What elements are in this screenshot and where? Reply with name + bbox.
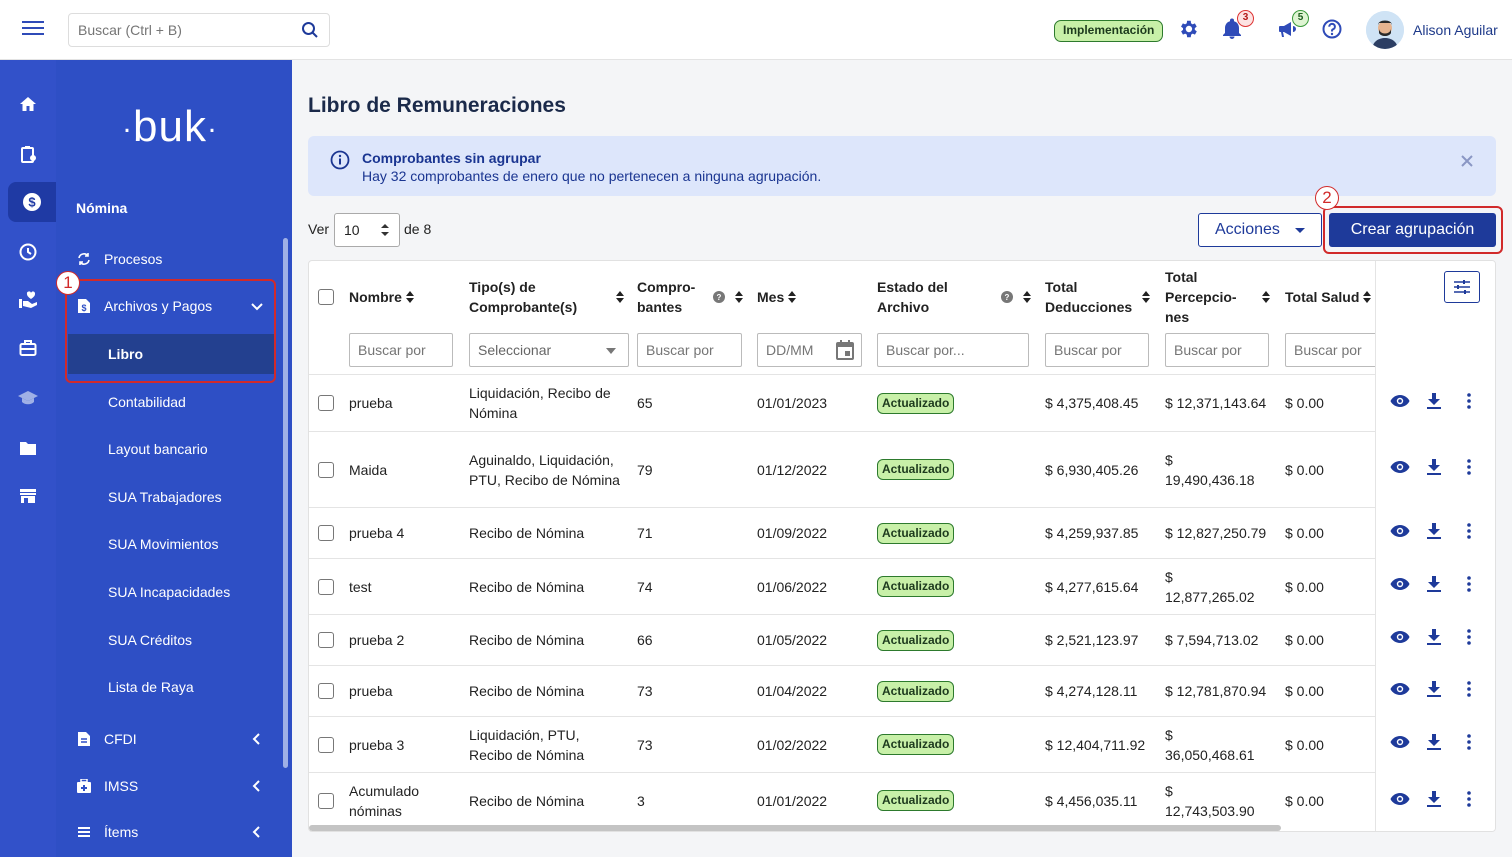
row-checkbox[interactable]: [318, 525, 334, 541]
cell-percepciones: $ 12,371,143.64: [1165, 395, 1267, 411]
cell-deducciones: $ 4,259,937.85: [1045, 525, 1139, 541]
table-row[interactable]: [309, 614, 1496, 665]
list-icon: [76, 824, 92, 840]
cell-deducciones: $ 4,375,408.45: [1045, 395, 1139, 411]
payroll-dollar-icon[interactable]: [8, 182, 56, 222]
sidebar-item-sua-trabajadores[interactable]: [56, 477, 292, 517]
header-estado[interactable]: [877, 261, 1031, 333]
view-eye-icon[interactable]: [1389, 456, 1411, 478]
page-count-label: de 8: [404, 221, 432, 237]
filter-estado[interactable]: [877, 333, 1029, 367]
download-icon[interactable]: [1423, 520, 1445, 542]
cell-salud: $ 0.00: [1285, 578, 1324, 595]
cell-mes: 01/09/2022: [757, 525, 828, 541]
header-nombre[interactable]: [349, 261, 459, 333]
status-badge: Actualizado: [877, 630, 954, 651]
svg-text:?: ?: [716, 293, 722, 302]
cell-tipo: Recibo de Nómina: [469, 683, 585, 699]
svg-text:$: $: [28, 194, 36, 210]
people-heart-icon[interactable]: [8, 280, 48, 320]
notifications-bell-icon[interactable]: [1222, 12, 1249, 42]
sort-icon[interactable]: [1363, 290, 1371, 304]
cell-salud: $ 0.00: [1285, 461, 1324, 478]
sidebar-item-sua-movimientos[interactable]: [56, 524, 292, 564]
cell-tipo: Liquidación, Recibo de Nómina: [469, 385, 611, 421]
cell-comprobantes: 66: [637, 632, 653, 648]
annotation-number-2: 2: [1315, 186, 1339, 210]
sort-icon[interactable]: [788, 290, 796, 304]
filter-deducciones-input[interactable]: [1054, 342, 1148, 358]
annotation-box-1: [65, 279, 276, 383]
cell-nombre: prueba 4: [349, 525, 405, 541]
filter-tipo-select[interactable]: [469, 333, 629, 367]
sidebar-item-cfdi[interactable]: [56, 719, 292, 759]
sidebar-scrollbar[interactable]: [283, 238, 288, 768]
svg-text:?: ?: [1004, 293, 1010, 302]
header-deducciones[interactable]: [1045, 261, 1150, 333]
cell-estado: [877, 666, 954, 716]
cell-salud: $ 0.00: [1285, 792, 1324, 809]
view-eye-icon[interactable]: [1389, 626, 1411, 648]
more-options-icon[interactable]: [1458, 788, 1480, 810]
filter-salud-input[interactable]: [1294, 342, 1376, 358]
sidebar-item-label: SUA Incapacidades: [108, 584, 231, 600]
cell-comprobantes: 73: [637, 683, 653, 699]
cell-percepciones: $ 12,781,870.94: [1165, 683, 1267, 699]
sort-icon[interactable]: [1142, 290, 1150, 304]
sidebar-item-label: SUA Movimientos: [108, 536, 219, 552]
folder-icon[interactable]: [8, 428, 48, 468]
cell-salud: $ 0.00: [1285, 683, 1324, 699]
cell-mes: 01/02/2022: [757, 736, 828, 753]
chevron-left-icon[interactable]: [250, 825, 264, 839]
table-row[interactable]: [309, 558, 1496, 614]
filter-salud[interactable]: [1285, 333, 1377, 367]
help-small-icon[interactable]: [1001, 291, 1013, 303]
sidebar-item-imss[interactable]: [56, 766, 292, 806]
sidebar-panel: [56, 60, 292, 857]
download-icon[interactable]: [1423, 626, 1445, 648]
sidebar-item-label: SUA Créditos: [108, 632, 193, 648]
crear-agrupacion-button[interactable]: Crear agrupación: [1329, 213, 1496, 247]
cell-estado: [877, 432, 954, 507]
status-badge: Actualizado: [877, 576, 954, 597]
status-badge: Actualizado: [877, 393, 954, 414]
filter-percepciones[interactable]: [1165, 333, 1269, 367]
annotation-number-1: 1: [56, 271, 80, 295]
header-label: Total Percepcio-nes: [1165, 269, 1237, 325]
view-eye-icon[interactable]: [1389, 678, 1411, 700]
info-alert: [308, 136, 1496, 196]
sidebar-item-label: Libro: [108, 346, 143, 362]
search-box[interactable]: [68, 13, 330, 47]
briefcase-icon[interactable]: [8, 328, 48, 368]
header-comprobantes[interactable]: [637, 261, 743, 333]
cell-tipo: Recibo de Nómina: [469, 792, 585, 809]
more-options-icon[interactable]: [1458, 626, 1480, 648]
alert-message: Hay 32 comprobantes de enero que no pertenecen a ninguna agrupación.: [362, 168, 822, 184]
cell-percepciones: $ 36,050,468.61: [1165, 726, 1255, 763]
messages-count-badge: 5: [1292, 10, 1309, 27]
cell-salud: $ 0.00: [1285, 395, 1324, 411]
caret-down-icon: [1295, 228, 1305, 233]
cell-percepciones: $ 12,743,503.90: [1165, 782, 1255, 819]
document-icon: [76, 731, 92, 747]
megaphone-icon[interactable]: [1277, 12, 1304, 42]
status-badge: Actualizado: [877, 459, 954, 480]
sort-icon[interactable]: [406, 290, 414, 304]
more-options-icon[interactable]: [1458, 573, 1480, 595]
download-icon[interactable]: [1423, 678, 1445, 700]
select-all-checkbox[interactable]: [318, 289, 334, 305]
cell-percepciones: $ 12,877,265.02: [1165, 568, 1255, 605]
remuneraciones-table: [308, 260, 1496, 832]
cell-estado: [877, 773, 954, 828]
cell-nombre: Acumulado nóminas: [349, 782, 420, 819]
header-label: Total Deducciones: [1045, 279, 1133, 315]
header-tipo[interactable]: [469, 261, 624, 333]
top-bar: [0, 0, 1512, 60]
filter-deducciones[interactable]: [1045, 333, 1149, 367]
table-row[interactable]: [309, 716, 1496, 772]
download-icon[interactable]: [1423, 731, 1445, 753]
table-row[interactable]: [309, 772, 1496, 828]
header-label: Total Salud: [1285, 289, 1360, 305]
cell-salud: $ 0.00: [1285, 525, 1324, 541]
cell-mes: 01/04/2022: [757, 683, 828, 699]
sort-icon[interactable]: [735, 290, 743, 304]
status-badge: Actualizado: [877, 790, 954, 811]
cell-mes: 01/01/2022: [757, 792, 828, 809]
cell-estado: [877, 717, 954, 772]
sidebar-item-layout-bancario[interactable]: [56, 429, 292, 469]
sidebar-item-label: SUA Trabajadores: [108, 489, 222, 505]
cell-nombre: prueba: [349, 683, 393, 699]
cell-comprobantes: 3: [637, 792, 645, 809]
buk-logo[interactable]: ·buk·: [122, 102, 218, 151]
header-percepciones[interactable]: [1165, 261, 1270, 333]
medical-case-icon: [76, 778, 92, 794]
cell-tipo: Liquidación, PTU, Recibo de Nómina: [469, 726, 585, 763]
filter-mes[interactable]: [757, 333, 862, 367]
cell-deducciones: $ 4,274,128.11: [1045, 683, 1138, 699]
page-size-label: Ver: [308, 221, 330, 237]
table-row[interactable]: [309, 374, 1496, 431]
cell-tipo: Recibo de Nómina: [469, 632, 585, 648]
cell-nombre: prueba: [349, 395, 393, 411]
sidebar-item-lista-de-raya[interactable]: [56, 667, 292, 707]
cell-comprobantes: 79: [637, 461, 653, 478]
more-options-icon[interactable]: [1458, 390, 1480, 412]
row-checkbox[interactable]: [318, 683, 334, 699]
row-checkbox[interactable]: [318, 395, 334, 411]
page-title: Libro de Remuneraciones: [308, 94, 566, 117]
cell-deducciones: $ 6,930,405.26: [1045, 461, 1139, 478]
sidebar-item-label: Procesos: [104, 251, 163, 267]
status-badge: Actualizado: [877, 734, 954, 755]
filter-tipo-value: Seleccionar: [478, 342, 552, 358]
filter-comprobantes-input[interactable]: [646, 342, 741, 358]
cell-comprobantes: 65: [637, 395, 653, 411]
cell-comprobantes: 73: [637, 736, 653, 753]
cell-mes: 01/05/2022: [757, 632, 828, 648]
header-label: Estado del Archivo: [877, 279, 948, 315]
more-options-icon[interactable]: [1458, 456, 1480, 478]
sidebar-item-label: Contabilidad: [108, 394, 186, 410]
filter-nombre-input[interactable]: [358, 342, 452, 358]
more-options-icon[interactable]: [1458, 520, 1480, 542]
view-eye-icon[interactable]: [1389, 788, 1411, 810]
table-row[interactable]: [309, 665, 1496, 716]
calendar-icon[interactable]: [836, 340, 854, 360]
acciones-dropdown-button[interactable]: [1198, 213, 1322, 247]
close-icon[interactable]: [1460, 154, 1474, 168]
cell-tipo: Aguinaldo, Liquidación, PTU, Recibo de Nómina: [469, 451, 620, 488]
row-checkbox[interactable]: [318, 462, 334, 478]
sort-icon[interactable]: [616, 290, 624, 304]
cell-nombre: Maida: [349, 461, 388, 478]
cell-deducciones: $ 4,456,035.11: [1045, 792, 1138, 809]
download-icon[interactable]: [1423, 573, 1445, 595]
acciones-label: Acciones: [1215, 221, 1280, 238]
user-avatar[interactable]: [1366, 11, 1404, 49]
sort-icon[interactable]: [1262, 290, 1270, 304]
sidebar-item-items[interactable]: [56, 812, 292, 852]
sidebar-item-sua-creditos[interactable]: [56, 620, 292, 660]
cell-comprobantes: 74: [637, 578, 653, 595]
header-mes[interactable]: [757, 261, 847, 333]
settings-gear-icon[interactable]: [1177, 18, 1201, 42]
search-icon[interactable]: [301, 21, 319, 39]
menu-icon[interactable]: [22, 21, 44, 39]
more-options-icon[interactable]: [1458, 731, 1480, 753]
sidebar-item-label: IMSS: [104, 778, 139, 794]
table-row[interactable]: [309, 507, 1496, 558]
cell-estado: [877, 508, 954, 558]
filter-mes-input[interactable]: [766, 342, 836, 358]
cell-salud: $ 0.00: [1285, 632, 1324, 648]
sidebar-item-label: Lista de Raya: [108, 679, 194, 695]
header-label: Tipo(s) de Comprobante(s): [469, 279, 578, 315]
clipboard-icon[interactable]: [8, 134, 48, 174]
horizontal-scrollbar[interactable]: [309, 825, 1281, 831]
cell-deducciones: $ 12,404,711.92: [1045, 736, 1146, 753]
sidebar-item-label: CFDI: [104, 731, 137, 747]
sidebar-item-contabilidad[interactable]: [56, 382, 292, 422]
svg-text:$: $: [81, 303, 87, 313]
page-size-value: 10: [344, 222, 360, 238]
cell-percepciones: $ 19,490,436.18: [1165, 451, 1255, 488]
chevron-left-icon[interactable]: [250, 779, 264, 793]
view-eye-icon[interactable]: [1389, 573, 1411, 595]
cell-comprobantes: 71: [637, 525, 653, 541]
filter-percepciones-input[interactable]: [1174, 342, 1268, 358]
download-icon[interactable]: [1423, 456, 1445, 478]
column-settings-button[interactable]: [1444, 271, 1480, 303]
caret-down-icon: [606, 348, 616, 354]
view-eye-icon[interactable]: [1389, 520, 1411, 542]
help-icon[interactable]: [1321, 18, 1345, 42]
notifications-count-badge: 3: [1237, 10, 1254, 27]
row-checkbox[interactable]: [318, 793, 334, 809]
header-label: Nombre: [349, 289, 402, 305]
sidebar-item-label: Archivos y Pagos: [104, 298, 213, 314]
alert-title: Comprobantes sin agrupar: [362, 150, 541, 166]
cell-percepciones: $ 12,827,250.79: [1165, 525, 1267, 541]
cell-percepciones: $ 7,594,713.02: [1165, 632, 1259, 648]
cell-tipo: Recibo de Nómina: [469, 578, 585, 595]
filter-comprobantes[interactable]: [637, 333, 742, 367]
cell-salud: $ 0.00: [1285, 736, 1324, 753]
header-salud[interactable]: [1285, 261, 1380, 333]
annotation-box-2: [1323, 206, 1503, 254]
help-small-icon[interactable]: [713, 291, 725, 303]
page-size-select[interactable]: [334, 213, 400, 247]
user-name[interactable]: Alison Aguilar: [1413, 22, 1498, 38]
header-label: Compro-bantes: [637, 279, 696, 315]
refresh-icon: [76, 251, 92, 267]
sidebar-item-sua-incapacidades[interactable]: [56, 572, 292, 612]
filter-estado-input[interactable]: [886, 342, 1028, 358]
view-eye-icon[interactable]: [1389, 731, 1411, 753]
chevron-left-icon[interactable]: [250, 732, 264, 746]
download-icon[interactable]: [1423, 788, 1445, 810]
cell-estado: [877, 375, 954, 431]
clock-icon[interactable]: [8, 232, 48, 272]
icon-rail: [0, 60, 56, 857]
sidebar-item-label: Layout bancario: [108, 441, 208, 457]
row-checkbox[interactable]: [318, 632, 334, 648]
sliders-icon: [1453, 279, 1471, 295]
search-input[interactable]: [69, 14, 289, 46]
cell-deducciones: $ 2,521,123.97: [1045, 632, 1139, 648]
table-row[interactable]: [309, 431, 1496, 507]
environment-badge[interactable]: Implementación: [1054, 20, 1163, 42]
cell-estado: [877, 615, 954, 665]
cell-estado: [877, 559, 954, 614]
cell-mes: 01/01/2023: [757, 395, 828, 411]
download-icon[interactable]: [1423, 390, 1445, 412]
cell-deducciones: $ 4,277,615.64: [1045, 578, 1139, 595]
cell-nombre: test: [349, 578, 372, 595]
view-eye-icon[interactable]: [1389, 390, 1411, 412]
cell-nombre: prueba 3: [349, 736, 405, 753]
cell-nombre: prueba 2: [349, 632, 405, 648]
sort-arrows-icon: [381, 223, 389, 237]
status-badge: Actualizado: [877, 523, 954, 544]
filter-nombre[interactable]: [349, 333, 453, 367]
row-checkbox[interactable]: [318, 579, 334, 595]
info-icon: [330, 150, 350, 170]
graduation-cap-icon[interactable]: [8, 378, 48, 418]
sort-icon[interactable]: [1023, 290, 1031, 304]
store-icon[interactable]: [8, 476, 48, 516]
sidebar-item-procesos[interactable]: [56, 239, 292, 279]
cell-tipo: Recibo de Nómina: [469, 525, 585, 541]
sidebar-section-title: Nómina: [76, 200, 128, 216]
row-checkbox[interactable]: [318, 737, 334, 753]
home-icon[interactable]: [8, 84, 48, 124]
more-options-icon[interactable]: [1458, 678, 1480, 700]
status-badge: Actualizado: [877, 681, 954, 702]
cell-mes: 01/06/2022: [757, 578, 828, 595]
sidebar-item-label: Ítems: [104, 824, 139, 840]
cell-mes: 01/12/2022: [757, 461, 828, 478]
header-label: Mes: [757, 289, 785, 305]
